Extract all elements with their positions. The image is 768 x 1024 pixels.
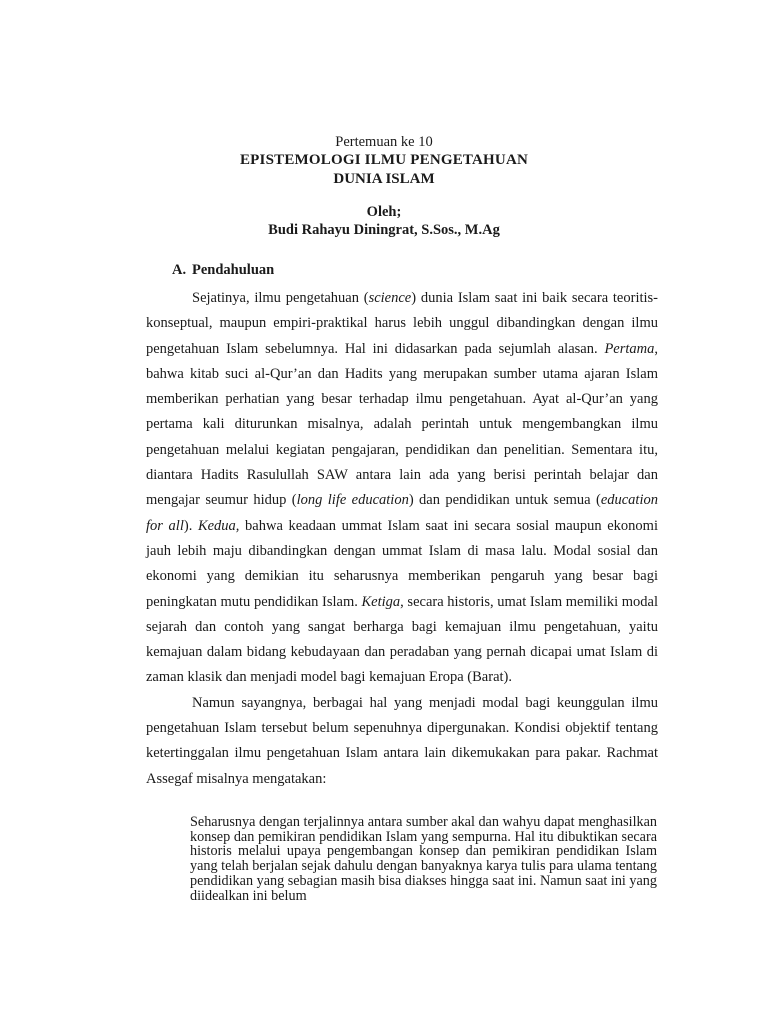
author-name: Budi Rahayu Diningrat, S.Sos., M.Ag (268, 222, 500, 238)
p1-italic-science: science (368, 290, 412, 306)
p1-text-7: , secara historis, umat Islam memiliki modal sejarah dan contoh yang sangat berharga bagi kemajuan ilmu pengetahuan, yaitu kemajuan dalam bidang kebudayaan dan peradaban yang pernah dicapai umat Islam di zaman klasik dan menjadi model bagi kemajuan Eropa (Barat). (146, 593, 658, 686)
p1-text-2: ) dunia Islam saat ini baik secara teoritis-konseptual, maupun empiri-praktikal harus lebih unggul dibandingkan dengan ilmu pengetahuan Islam sebelumnya. Hal ini didasarkan pada sejumlah alasan. (146, 290, 658, 357)
p1-text-6: bahwa keadaan ummat Islam saat ini secara sosial maupun ekonomi jauh lebih maju dibandingkan dengan ummat Islam di masa lalu. Modal sosial dan ekonomi yang demikian itu seharusnya memberikan pengaruh yang besar bagi peningkatan mutu pendidikan Islam. (146, 517, 658, 610)
meeting-label: Pertemuan ke 10 (335, 134, 433, 150)
body-text (146, 286, 658, 792)
section-number: A. (172, 262, 187, 278)
document-title-line2: DUNIA ISLAM (333, 171, 435, 187)
p1-italic-pertama: Pertama (604, 340, 655, 357)
p1-italic-ketiga: Ketiga (361, 593, 401, 610)
p1-italic-kedua: Kedua, (197, 517, 240, 534)
by-label: Oleh; (366, 204, 402, 220)
section-heading (172, 262, 274, 279)
section-title: Pendahuluan (192, 262, 275, 278)
p1-italic-long-life-education: long life education (296, 492, 409, 509)
p1-text-4: ) dan pendidikan untuk semua ( (408, 492, 601, 509)
p1-italic-education-for-all: education for all (146, 492, 658, 534)
block-quote (190, 815, 657, 903)
p1-text-3: , bahwa kitab suci al-Qur’an dan Hadits yang merupakan sumber utama ajaran Islam memberikan perhatian yang besar terhadap ilmu pengetahuan. Ayat al-Qur’an yang pertama kali diturunkan misalnya, adalah perintah untuk mengembangkan ilmu pengetahuan melalui kegiatan pengajaran, pendidikan dan penelitian. Sementara itu, diantara Hadits Rasulullah SAW antara lain ada yang berisi perintah belajar dan mengajar seumur hidup ( (146, 340, 658, 509)
quote-text: Seharusnya dengan terjalinnya antara sumber akal dan wahyu dapat menghasilkan konsep dan pemikiran pendidikan Islam yang sempurna. Hal itu dibuktikan secara historis melalui upaya pengembangan konsep dan pemikiran pendidikan Islam yang telah berjalan sejak dahulu dengan banyaknya karya tulis para ulama tentang pendidikan yang sebagian masih bisa diakses hingga saat ini. Namun saat ini yang diidealkan ini belum (190, 814, 657, 904)
document-title-line1: EPISTEMOLOGI ILMU PENGETAHUAN (239, 152, 529, 168)
paragraph-2: Namun sayangnya, berbagai hal yang menjadi modal bagi keunggulan ilmu pengetahuan Islam tersebut belum sepenuhnya dipergunakan. Kondisi objektif tentang ketertinggalan ilmu pengetahuan Islam antara lain dikemukakan para pakar. Rachmat Assegaf misalnya mengatakan: (146, 694, 658, 787)
paragraph-1 (146, 286, 658, 691)
p1-text-1: Sejatinya, ilmu pengetahuan ( (192, 290, 369, 306)
p1-text-5: ). (183, 517, 198, 534)
